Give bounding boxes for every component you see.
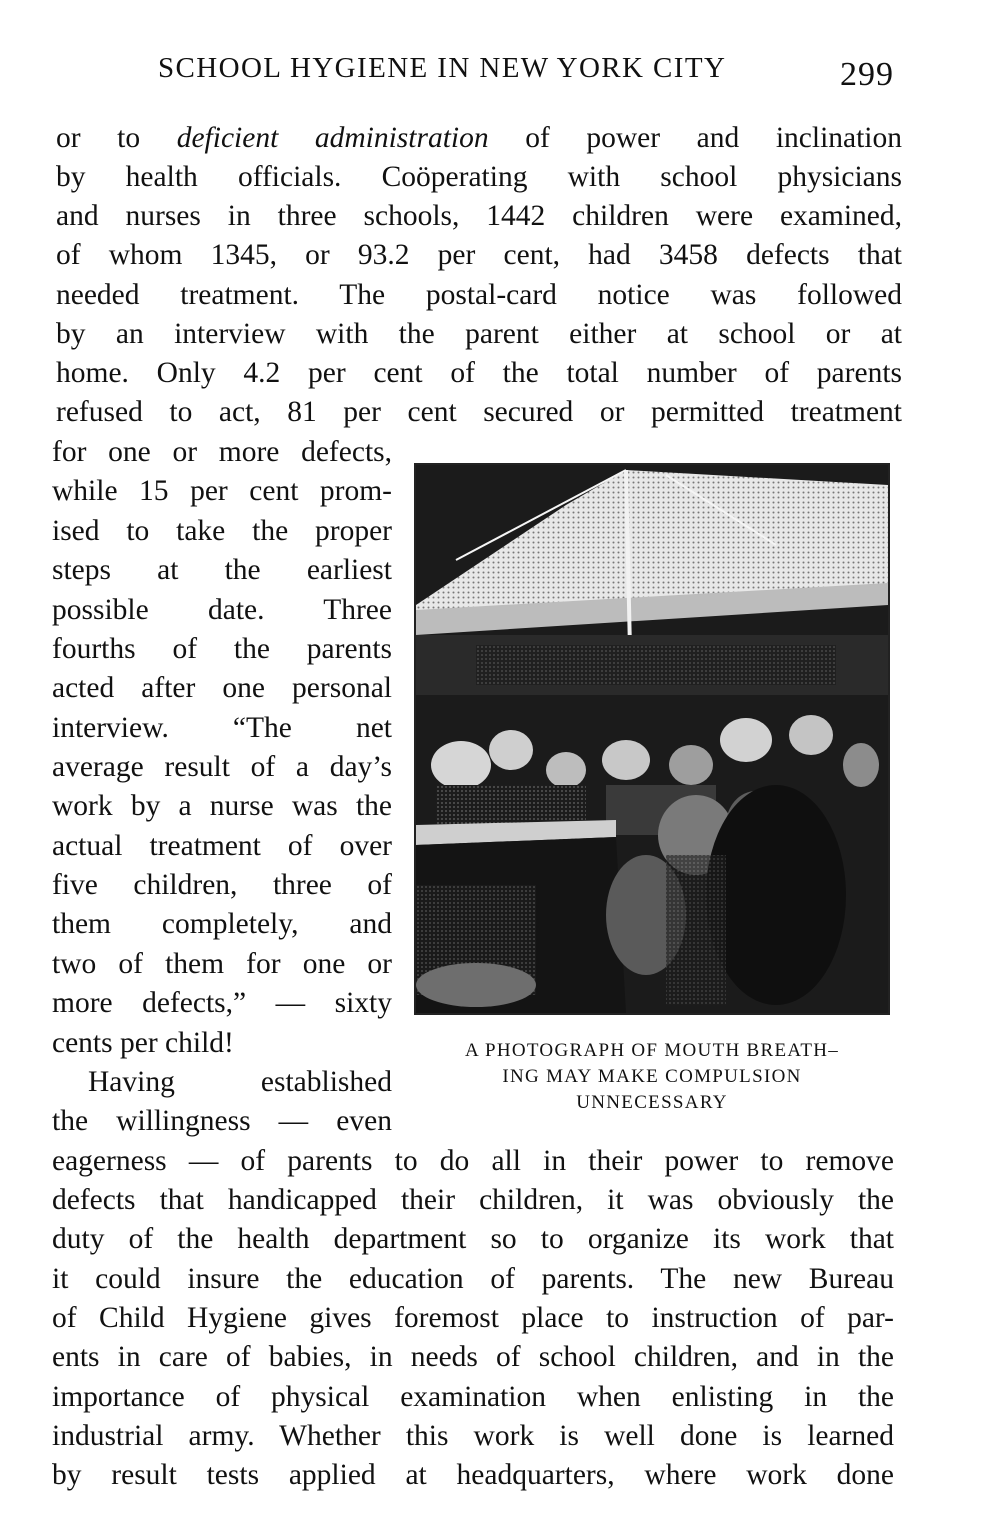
- text-line: ised to take the proper: [52, 515, 392, 547]
- text-line: the willingness — even: [52, 1105, 392, 1137]
- text-line: interview. “The net: [52, 712, 392, 744]
- text-line: [56, 118, 902, 158]
- text-fragment: of power and inclination: [488, 122, 902, 154]
- text-line: acted after one personal: [52, 672, 392, 704]
- text-line: possible date. Three: [52, 594, 392, 626]
- paragraph-start: Having established: [88, 1066, 392, 1098]
- text-line: more defects,” — sixty: [52, 987, 392, 1019]
- caption-line: A PHOTOGRAPH OF MOUTH BREATH–: [464, 1040, 840, 1061]
- text-line: ents in care of babies, in needs of school children, and in the: [52, 1341, 894, 1373]
- text-line: defects that handicapped their children, it was obviously the: [52, 1184, 894, 1216]
- page-number: 299: [840, 56, 894, 93]
- text-line: steps at the earliest: [52, 554, 392, 586]
- text-line: importance of physical examination when enlisting in the: [52, 1381, 894, 1413]
- text-line: eagerness — of parents to do all in their power to remove: [52, 1145, 894, 1177]
- text-line: needed treatment. The postal-card notice was followed: [56, 279, 902, 311]
- caption-line: ING MAY MAKE COMPULSION: [502, 1066, 802, 1087]
- text-fragment: or to: [56, 122, 177, 154]
- text-line: and nurses in three schools, 1442 children were examined,: [56, 200, 902, 232]
- text-line: duty of the health department so to organize its work that: [52, 1223, 894, 1255]
- text-line: cents per child!: [52, 1027, 234, 1059]
- text-line: by an interview with the parent either at school or at: [56, 318, 902, 350]
- text-line: of whom 1345, or 93.2 per cent, had 3458 defects that: [56, 239, 902, 271]
- running-title: SCHOOL HYGIENE IN NEW YORK CITY: [158, 52, 727, 84]
- halftone-photograph: [414, 463, 890, 1015]
- text-line: while 15 per cent prom-: [52, 475, 392, 507]
- italic-phrase: deficient administration: [176, 122, 489, 154]
- text-line: two of them for one or: [52, 948, 392, 980]
- text-line: fourths of the parents: [52, 633, 392, 665]
- text-line: refused to act, 81 per cent secured or permitted treatment: [56, 396, 902, 428]
- text-line: for one or more defects,: [52, 436, 392, 468]
- text-line: industrial army. Whether this work is well done is learned: [52, 1420, 894, 1452]
- caption-line: UNNECESSARY: [576, 1092, 728, 1113]
- figure-caption: [414, 1038, 890, 1116]
- text-line: it could insure the education of parents. The new Bureau: [52, 1263, 894, 1295]
- text-line: by result tests applied at headquarters, where work done: [52, 1459, 894, 1491]
- text-line: five children, three of: [52, 869, 392, 901]
- text-line: them completely, and: [52, 908, 392, 940]
- text-line: home. Only 4.2 per cent of the total number of parents: [56, 357, 902, 389]
- running-header: [0, 52, 1000, 92]
- text-line: by health officials. Coöperating with school physicians: [56, 161, 902, 193]
- text-line: actual treatment of over: [52, 830, 392, 862]
- text-line: of Child Hygiene gives foremost place to instruction of par-: [52, 1302, 894, 1334]
- text-line: work by a nurse was the: [52, 790, 392, 822]
- text-line: average result of a day’s: [52, 751, 392, 783]
